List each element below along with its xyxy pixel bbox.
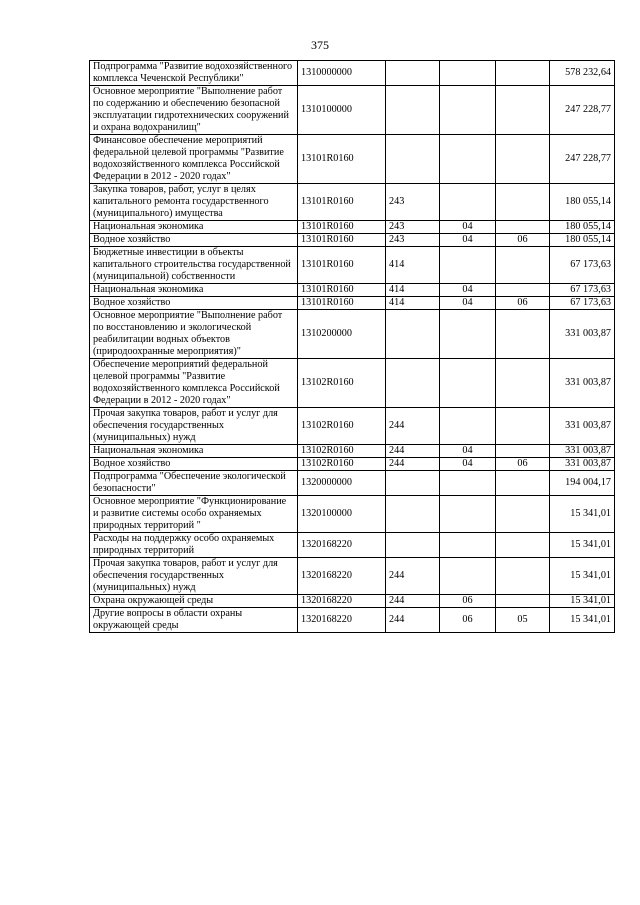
- section-code-cell: [440, 247, 496, 284]
- item-name-cell: Основное мероприятие "Выполнение работ по содержанию и обеспечению безопасной эксплуатации гидротехнических сооружений и охрана водохранилищ": [90, 86, 298, 135]
- amount-cell: 15 341,01: [550, 595, 615, 608]
- expense-type-cell: 243: [386, 234, 440, 247]
- item-name-cell: Другие вопросы в области охраны окружающей среды: [90, 608, 298, 633]
- expense-type-cell: [386, 61, 440, 86]
- section-code-cell: [440, 86, 496, 135]
- table-row: [90, 135, 615, 184]
- amount-cell: 578 232,64: [550, 61, 615, 86]
- subsection-code-cell: [496, 533, 550, 558]
- target-code-cell: 13102R0160: [298, 408, 386, 445]
- subsection-code-cell: [496, 496, 550, 533]
- amount-cell: 15 341,01: [550, 496, 615, 533]
- amount-cell: 67 173,63: [550, 247, 615, 284]
- target-code-cell: 1320168220: [298, 558, 386, 595]
- amount-cell: 194 004,17: [550, 471, 615, 496]
- item-name-cell: Водное хозяйство: [90, 234, 298, 247]
- item-name-cell: Национальная экономика: [90, 284, 298, 297]
- target-code-cell: 1320168220: [298, 595, 386, 608]
- table-row: [90, 359, 615, 408]
- target-code-cell: 1320000000: [298, 471, 386, 496]
- subsection-code-cell: [496, 184, 550, 221]
- subsection-code-cell: 06: [496, 297, 550, 310]
- item-name-cell: Водное хозяйство: [90, 458, 298, 471]
- section-code-cell: [440, 310, 496, 359]
- section-code-cell: 06: [440, 608, 496, 633]
- item-name-cell: Охрана окружающей среды: [90, 595, 298, 608]
- section-code-cell: [440, 184, 496, 221]
- expense-type-cell: 244: [386, 608, 440, 633]
- table-row: [90, 471, 615, 496]
- target-code-cell: 13102R0160: [298, 458, 386, 471]
- subsection-code-cell: [496, 247, 550, 284]
- expense-type-cell: 244: [386, 408, 440, 445]
- target-code-cell: 13101R0160: [298, 135, 386, 184]
- item-name-cell: Подпрограмма "Развитие водохозяйственного комплекса Чеченской Республики": [90, 61, 298, 86]
- section-code-cell: 04: [440, 458, 496, 471]
- expense-type-cell: 244: [386, 445, 440, 458]
- item-name-cell: Основное мероприятие "Выполнение работ по восстановлению и экологической реабилитации водных объектов (природоохранные мероприятия)": [90, 310, 298, 359]
- subsection-code-cell: [496, 471, 550, 496]
- amount-cell: 331 003,87: [550, 310, 615, 359]
- table-row: [90, 608, 615, 633]
- subsection-code-cell: [496, 221, 550, 234]
- table-row: [90, 86, 615, 135]
- subsection-code-cell: [496, 595, 550, 608]
- target-code-cell: 13101R0160: [298, 184, 386, 221]
- budget-table-body: [90, 61, 615, 633]
- section-code-cell: [440, 408, 496, 445]
- table-row: [90, 184, 615, 221]
- item-name-cell: Прочая закупка товаров, работ и услуг для обеспечения государственных (муниципальных) нужд: [90, 408, 298, 445]
- amount-cell: 331 003,87: [550, 359, 615, 408]
- section-code-cell: 04: [440, 445, 496, 458]
- item-name-cell: Национальная экономика: [90, 445, 298, 458]
- target-code-cell: 13102R0160: [298, 445, 386, 458]
- subsection-code-cell: [496, 310, 550, 359]
- section-code-cell: 04: [440, 284, 496, 297]
- expense-type-cell: [386, 86, 440, 135]
- table-row: [90, 221, 615, 234]
- subsection-code-cell: [496, 445, 550, 458]
- target-code-cell: 1310200000: [298, 310, 386, 359]
- table-row: [90, 496, 615, 533]
- subsection-code-cell: [496, 86, 550, 135]
- target-code-cell: 13101R0160: [298, 221, 386, 234]
- item-name-cell: Обеспечение мероприятий федеральной целевой программы "Развитие водохозяйственного комплекса Российской Федерации в 2012 - 2020 годах": [90, 359, 298, 408]
- section-code-cell: 04: [440, 221, 496, 234]
- table-row: [90, 310, 615, 359]
- table-row: [90, 284, 615, 297]
- target-code-cell: 1320100000: [298, 496, 386, 533]
- table-row: [90, 458, 615, 471]
- amount-cell: 67 173,63: [550, 297, 615, 310]
- section-code-cell: [440, 533, 496, 558]
- section-code-cell: 04: [440, 234, 496, 247]
- item-name-cell: Расходы на поддержку особо охраняемых природных территорий: [90, 533, 298, 558]
- item-name-cell: Водное хозяйство: [90, 297, 298, 310]
- page-number: 375: [311, 38, 329, 52]
- target-code-cell: 13101R0160: [298, 297, 386, 310]
- target-code-cell: 13101R0160: [298, 234, 386, 247]
- expense-type-cell: 414: [386, 284, 440, 297]
- amount-cell: 67 173,63: [550, 284, 615, 297]
- item-name-cell: Национальная экономика: [90, 221, 298, 234]
- section-code-cell: [440, 558, 496, 595]
- subsection-code-cell: 06: [496, 458, 550, 471]
- table-row: [90, 558, 615, 595]
- target-code-cell: 1320168220: [298, 533, 386, 558]
- table-row: [90, 408, 615, 445]
- table-row: [90, 297, 615, 310]
- section-code-cell: [440, 359, 496, 408]
- target-code-cell: 1320168220: [298, 608, 386, 633]
- amount-cell: 180 055,14: [550, 184, 615, 221]
- amount-cell: 15 341,01: [550, 533, 615, 558]
- expense-type-cell: [386, 135, 440, 184]
- expense-type-cell: 243: [386, 184, 440, 221]
- amount-cell: 331 003,87: [550, 445, 615, 458]
- table-row: [90, 247, 615, 284]
- subsection-code-cell: [496, 558, 550, 595]
- section-code-cell: [440, 471, 496, 496]
- section-code-cell: 06: [440, 595, 496, 608]
- subsection-code-cell: [496, 359, 550, 408]
- expense-type-cell: [386, 359, 440, 408]
- subsection-code-cell: [496, 408, 550, 445]
- expense-type-cell: 243: [386, 221, 440, 234]
- expense-type-cell: 414: [386, 247, 440, 284]
- subsection-code-cell: [496, 61, 550, 86]
- item-name-cell: Основное мероприятие "Функционирование и развитие системы особо охраняемых природных территорий ": [90, 496, 298, 533]
- subsection-code-cell: [496, 284, 550, 297]
- subsection-code-cell: 05: [496, 608, 550, 633]
- item-name-cell: Прочая закупка товаров, работ и услуг для обеспечения государственных (муниципальных) нужд: [90, 558, 298, 595]
- expense-type-cell: 244: [386, 595, 440, 608]
- expense-type-cell: [386, 533, 440, 558]
- target-code-cell: 1310000000: [298, 61, 386, 86]
- amount-cell: 247 228,77: [550, 86, 615, 135]
- expense-type-cell: [386, 471, 440, 496]
- section-code-cell: [440, 135, 496, 184]
- expense-type-cell: [386, 496, 440, 533]
- target-code-cell: 13101R0160: [298, 284, 386, 297]
- target-code-cell: 1310100000: [298, 86, 386, 135]
- amount-cell: 180 055,14: [550, 221, 615, 234]
- table-row: [90, 533, 615, 558]
- amount-cell: 331 003,87: [550, 408, 615, 445]
- table-row: [90, 595, 615, 608]
- section-code-cell: [440, 496, 496, 533]
- subsection-code-cell: 06: [496, 234, 550, 247]
- item-name-cell: Закупка товаров, работ, услуг в целях капитального ремонта государственного (муниципального) имущества: [90, 184, 298, 221]
- expense-type-cell: 244: [386, 458, 440, 471]
- amount-cell: 247 228,77: [550, 135, 615, 184]
- amount-cell: 180 055,14: [550, 234, 615, 247]
- item-name-cell: Подпрограмма "Обеспечение экологической безопасности": [90, 471, 298, 496]
- expense-type-cell: 414: [386, 297, 440, 310]
- target-code-cell: 13102R0160: [298, 359, 386, 408]
- expense-type-cell: [386, 310, 440, 359]
- section-code-cell: 04: [440, 297, 496, 310]
- table-row: [90, 234, 615, 247]
- budget-table: [89, 60, 615, 633]
- expense-type-cell: 244: [386, 558, 440, 595]
- subsection-code-cell: [496, 135, 550, 184]
- table-row: [90, 445, 615, 458]
- amount-cell: 331 003,87: [550, 458, 615, 471]
- target-code-cell: 13101R0160: [298, 247, 386, 284]
- item-name-cell: Финансовое обеспечение мероприятий федеральной целевой программы "Развитие водохозяйственного комплекса Российской Федерации в 2012 - 2020 годах": [90, 135, 298, 184]
- item-name-cell: Бюджетные инвестиции в объекты капитального строительства государственной (муниципальной) собственности: [90, 247, 298, 284]
- amount-cell: 15 341,01: [550, 558, 615, 595]
- amount-cell: 15 341,01: [550, 608, 615, 633]
- section-code-cell: [440, 61, 496, 86]
- table-row: [90, 61, 615, 86]
